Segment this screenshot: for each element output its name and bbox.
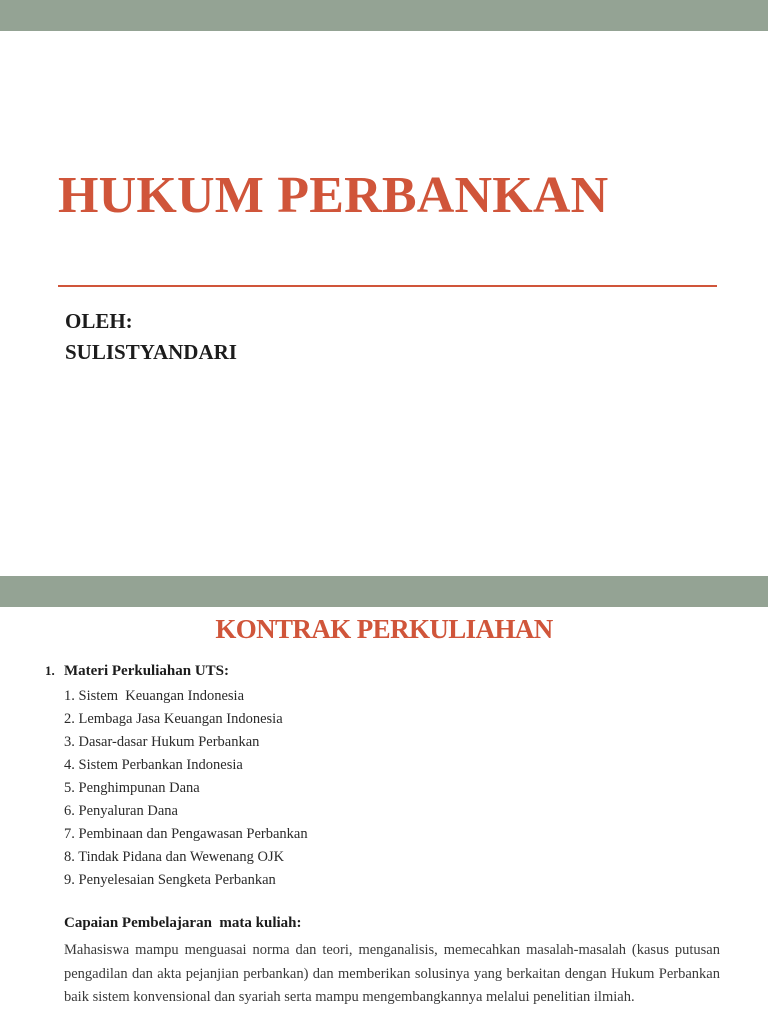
content-slide: [0, 607, 768, 1024]
section-heading: [45, 663, 229, 680]
list-item: 7. Pembinaan dan Pengawasan Perbankan: [64, 826, 308, 842]
list-item: 6. Penyaluran Dana: [64, 803, 178, 819]
slide-title: HUKUM PERBANKAN: [58, 167, 609, 224]
title-slide: [0, 31, 768, 576]
list-item: 1. Sistem Keuangan Indonesia: [64, 688, 245, 704]
slide1-header-bar: [0, 0, 768, 31]
list-item: 5. Penghimpunan Dana: [64, 780, 200, 796]
capaian-heading: Capaian Pembelajaran mata kuliah:: [64, 915, 302, 931]
section-number: 1.: [45, 663, 55, 678]
list-item: 8. Tindak Pidana dan Wewenang OJK: [64, 849, 285, 865]
capaian-paragraph: Mahasiswa mampu menguasai norma dan teori, menganalisis, memecahkan masalah-masalah (kasus putusan pengadilan dan akta pejanjian perbankan) dan memberikan solusinya yang berkaitan dengan Hukum Perbankan baik sistem konvensional dan syariah serta mampu mengembangkannya melalui penelitian ilmiah.: [64, 942, 720, 1005]
list-item: 2. Lembaga Jasa Keuangan Indonesia: [64, 711, 283, 727]
slide2-header-bar: [0, 576, 768, 607]
author-name: SULISTYANDARI: [65, 340, 237, 364]
list-item: 9. Penyelesaian Sengketa Perbankan: [64, 872, 276, 888]
author-label: OLEH:: [65, 309, 133, 333]
list-item: 4. Sistem Perbankan Indonesia: [64, 757, 243, 773]
materi-list: [64, 685, 308, 892]
title-divider: [58, 285, 717, 287]
list-item: 3. Dasar-dasar Hukum Perbankan: [64, 734, 260, 750]
section-heading-text: Materi Perkuliahan UTS:: [64, 663, 229, 679]
slide-title: KONTRAK PERKULIAHAN: [215, 614, 553, 644]
